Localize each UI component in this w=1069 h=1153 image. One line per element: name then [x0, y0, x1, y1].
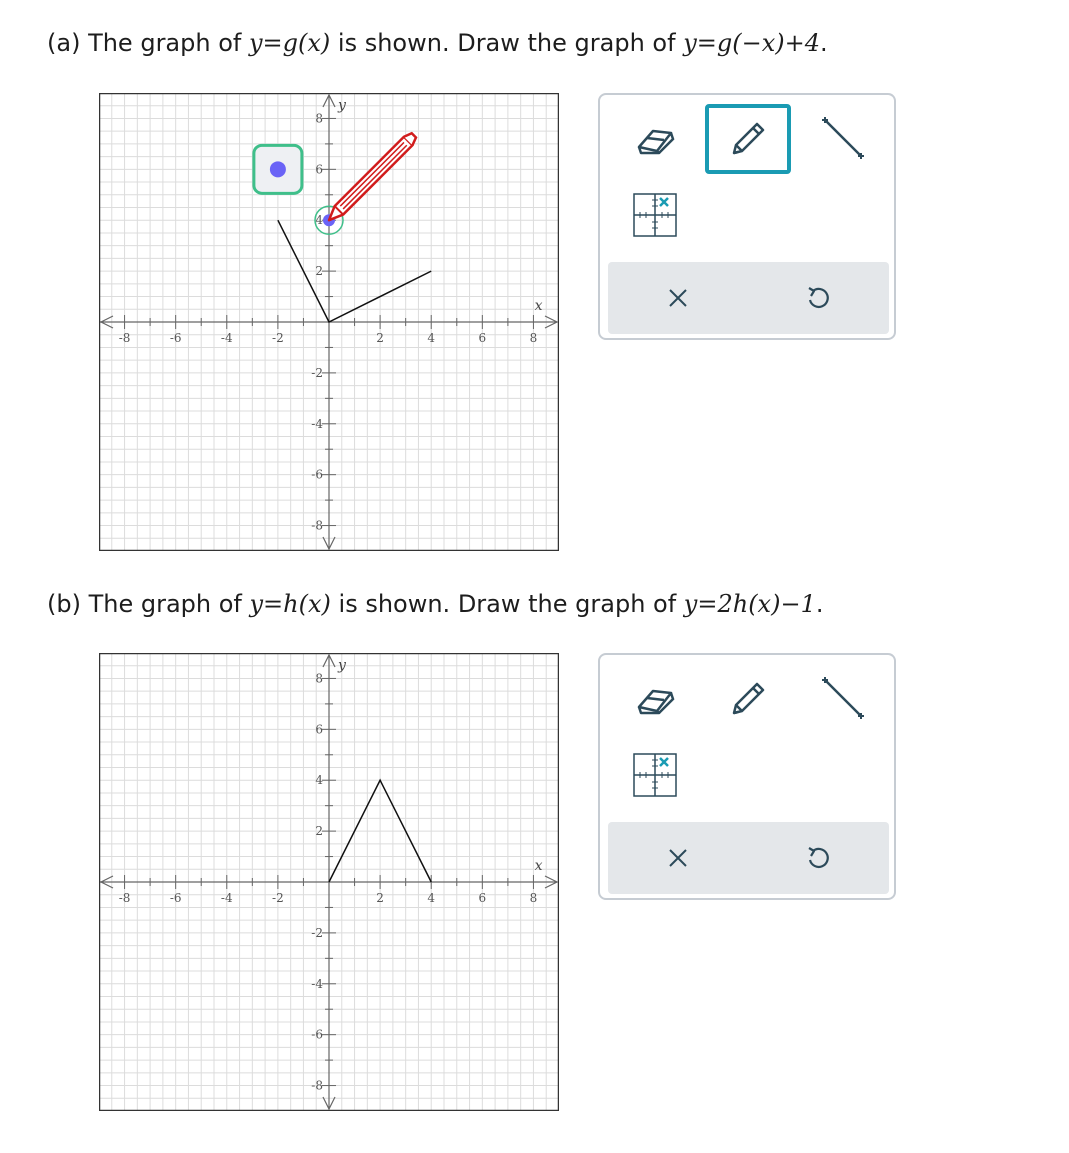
y-tick-label: 2 [315, 824, 323, 839]
graph-a-canvas[interactable] [99, 93, 559, 551]
action-bar-b [608, 822, 889, 894]
prompt-a-suffix: . [819, 29, 828, 57]
prompt-b-middle: is shown. Draw the graph of [330, 590, 684, 618]
y-tick-label: -6 [311, 467, 323, 482]
pencil-icon [726, 117, 770, 161]
prompt-b-given: y=h(x) [249, 590, 331, 618]
y-tick-label: -4 [311, 976, 323, 991]
x-tick-label: -4 [220, 331, 233, 345]
x-tick-label: 2 [376, 331, 384, 345]
y-tick-label: 4 [315, 773, 323, 788]
y-tick-label: -6 [311, 1027, 323, 1042]
prompt-b-target: y=2h(x)−1 [683, 590, 816, 618]
line-segment-icon [819, 674, 867, 722]
y-axis-label: y [338, 657, 346, 674]
x-tick-label: 8 [529, 331, 538, 345]
x-tick-label: -6 [169, 891, 182, 905]
prompt-b-suffix: . [815, 590, 824, 618]
x-tick-label: 8 [529, 891, 538, 905]
prompt-a-middle: is shown. Draw the graph of [330, 29, 684, 57]
y-tick-label: -8 [311, 518, 323, 533]
x-icon [667, 847, 689, 869]
undo-icon [805, 285, 831, 311]
eraser-icon [633, 685, 677, 715]
prompt-a [47, 28, 828, 58]
pencil-tool-button[interactable] [705, 664, 791, 734]
y-tick-label: -2 [311, 365, 323, 380]
x-tick-label: -8 [118, 331, 131, 345]
prompt-a-prefix: (a) The graph of [47, 29, 249, 57]
selected-point [270, 161, 286, 177]
graph-b[interactable] [99, 653, 559, 1111]
graph-a[interactable] [99, 93, 559, 551]
graph-b-canvas[interactable] [99, 653, 559, 1111]
pencil-icon [726, 677, 770, 721]
x-tick-label: -4 [220, 891, 233, 905]
x-tick-label: -8 [118, 891, 131, 905]
grid-move-tool-button[interactable] [612, 740, 698, 810]
x-tick-label: -2 [272, 891, 284, 905]
grid-move-icon [632, 192, 678, 238]
x-tick-label: 2 [376, 891, 384, 905]
y-tick-label: 4 [315, 213, 323, 228]
x-axis-label: x [534, 858, 543, 874]
prompt-b [47, 589, 823, 619]
prompt-b-prefix: (b) The graph of [47, 590, 250, 618]
line-segment-icon [819, 114, 867, 162]
clear-button[interactable] [658, 838, 698, 878]
y-tick-label: 6 [315, 162, 323, 177]
y-tick-label: 8 [315, 111, 323, 126]
x-tick-label: 4 [427, 891, 436, 905]
toolbox-b [598, 653, 896, 900]
clear-button[interactable] [658, 278, 698, 318]
pencil-tool-button[interactable] [705, 104, 791, 174]
eraser-tool-button[interactable] [612, 665, 698, 735]
pencil-cursor-icon [325, 131, 418, 224]
x-tick-label: 4 [427, 331, 436, 345]
eraser-icon [633, 125, 677, 155]
x-tick-label: -2 [272, 331, 284, 345]
x-tick-label: -6 [169, 331, 182, 345]
y-tick-label: -8 [311, 1078, 323, 1093]
prompt-a-target: y=g(−x)+4 [683, 29, 820, 57]
x-icon [667, 287, 689, 309]
undo-icon [805, 845, 831, 871]
action-bar-a [608, 262, 889, 334]
x-tick-label: 6 [478, 331, 487, 345]
x-tick-label: 6 [478, 891, 487, 905]
y-tick-label: 8 [315, 671, 323, 686]
undo-button[interactable] [798, 838, 838, 878]
line-segment-tool-button[interactable] [800, 663, 886, 733]
undo-button[interactable] [798, 278, 838, 318]
x-axis-label: x [534, 298, 543, 314]
y-tick-label: -4 [311, 416, 323, 431]
eraser-tool-button[interactable] [612, 105, 698, 175]
y-tick-label: 2 [315, 264, 323, 279]
y-tick-label: -2 [311, 925, 323, 940]
line-segment-tool-button[interactable] [800, 103, 886, 173]
grid-move-icon [632, 752, 678, 798]
toolbox-a [598, 93, 896, 340]
grid-move-tool-button[interactable] [612, 180, 698, 250]
y-tick-label: 6 [315, 722, 323, 737]
prompt-a-given: y=g(x) [248, 29, 331, 57]
y-axis-label: y [338, 97, 346, 114]
